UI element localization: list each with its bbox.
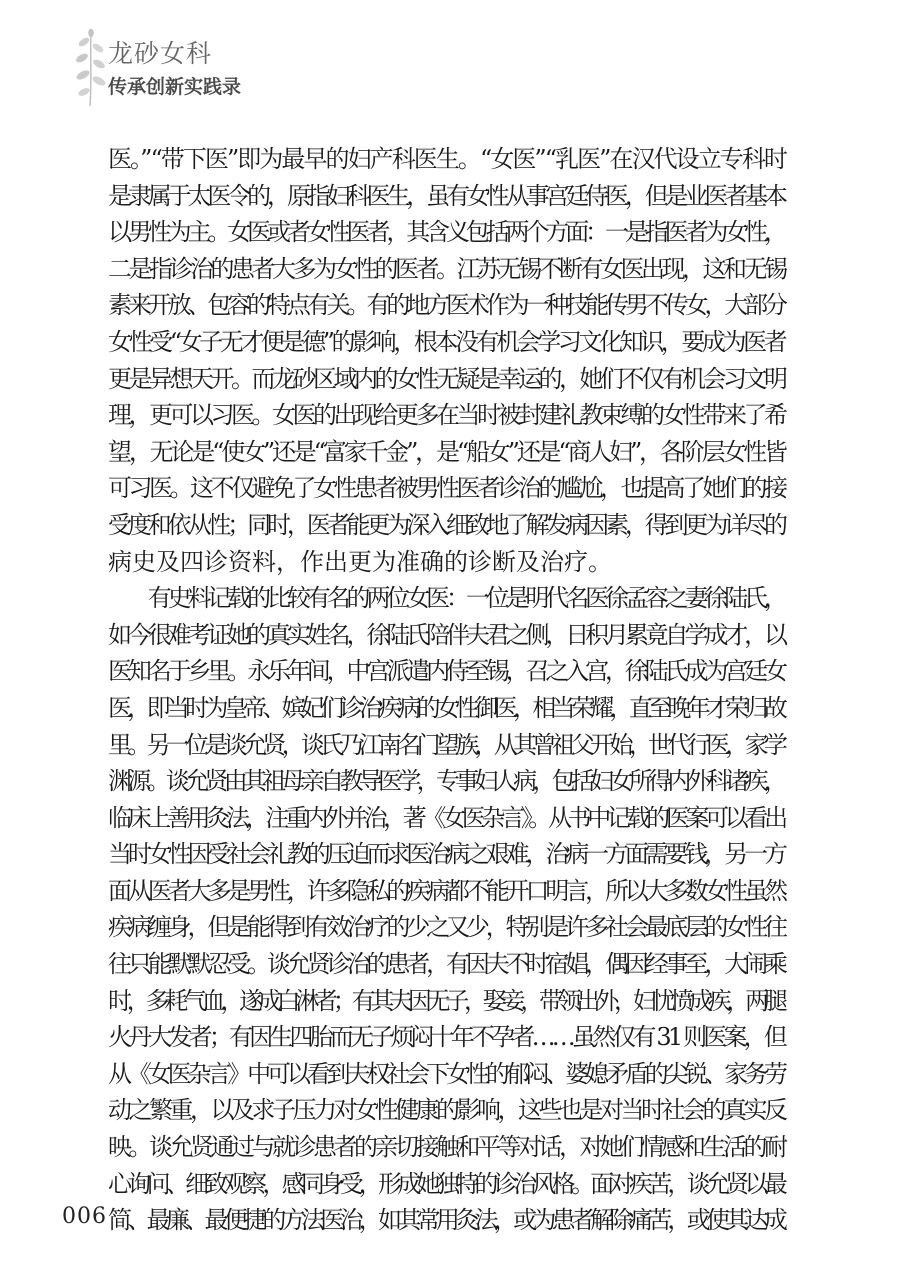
text-line: 面从医者大多是男性，许多隐私的疾病都不能开口明言，所以大多数女性虽然 <box>108 876 784 905</box>
text-line: 医，即当时为皇帝、嫔妃们诊治疾病的女性御医，相当荣耀，直至晚年才荣归故 <box>108 693 784 722</box>
page-number: 006 <box>62 1204 107 1229</box>
text-line: 当时女性因受社会礼教的压迫而求医治病之艰难，治病一方面需要钱，另一方 <box>108 840 784 869</box>
text-line: 可习医。这不仅避免了女性患者被男性医者诊治的尴尬，也提高了她们的接 <box>108 474 785 503</box>
text-line: 女性受“女子无才便是德”的影响，根本没有机会学习文化知识，要成为医者 <box>108 327 785 356</box>
text-line: 渊源。谈允贤由其祖母亲自教导医学，专事妇人病，包括妇女所得内外科诸疾， <box>108 767 784 796</box>
text-line: 简、最廉、最便捷的方法医治，如其常用灸法，或为患者解除痛苦，或使其达成 <box>108 1206 784 1235</box>
text-line: 有史料记载的比较有名的两位女医：一位是明代名医徐孟容之妻徐陆氏， <box>108 584 784 613</box>
leaf-branch-icon <box>70 28 112 108</box>
text-line: 望，无论是“使女”还是“富家千金”，是“船女”还是“商人妇”，各阶层女性皆 <box>108 437 785 466</box>
text-line: 如今很难考证她的真实姓名，徐陆氏陪伴夫君之侧，日积月累竟自学成才，以 <box>108 620 784 649</box>
text-line: 火丹大发者；有因生四胎而无子烦闷十年不孕者……虽然仅有 31 则医案，但 <box>108 1023 784 1052</box>
text-line: 是隶属于太医令的，原指妇科医生，虽有女性从事宫廷侍医，但是业医者基本 <box>108 181 784 210</box>
text-line: 从《女医杂言》中可以看到夫权社会下女性的郁闷、婆媳矛盾的尖锐、家务劳 <box>108 1059 784 1088</box>
text-line: 映。谈允贤通过与就诊患者的亲切接触和平等对话，对她们情感和生活的耐 <box>108 1133 785 1162</box>
text-line: 临床上善用灸法，注重内外并治，著《女医杂言》。从书中记载的医案可以看出 <box>108 803 784 832</box>
running-header <box>70 28 470 108</box>
paragraph-2 <box>108 580 788 1239</box>
text-line: 理，更可以习医。女医的出现给更多在当时被封建礼教束缚的女性带来了希 <box>108 401 785 430</box>
text-line: 时，多耗气血，遂成白淋者；有其夫因无子，娶妾，带领出外，妇忧愤成疾，两腿 <box>108 986 783 1015</box>
body-text <box>108 141 788 1239</box>
text-line: 里。另一位是谈允贤，谈氏乃江南名门望族，从其曾祖父开始，世代行医，家学 <box>108 730 784 759</box>
paragraph-1 <box>108 141 788 580</box>
text-line: 疾病缠身，但是能得到有效治疗的少之又少，特别是许多社会最底层的女性往 <box>108 913 784 942</box>
text-line: 以男性为主。女医或者女性医者，其含义包括两个方面：一是指医者为女性， <box>108 218 784 247</box>
text-line: 心询问、细致观察，感同身受，形成她独特的诊治风格。面对疾苦，谈允贤以最 <box>108 1169 784 1198</box>
text-line: 医。”“带下医”即为最早的妇产科医生。“女医”“乳医”在汉代设立专科时 <box>108 145 786 173</box>
text-line: 二是指诊治的患者大多为女性的医者。江苏无锡不断有女医出现，这和无锡 <box>108 254 785 283</box>
book-title: 龙砂女科 <box>108 39 213 68</box>
text-line: 受度和依从性；同时，医者能更为深入细致地了解发病因素，得到更为详尽的 <box>108 510 784 539</box>
text-line: 往只能默默忍受。谈允贤诊治的患者，有因夫不时宿娼，偶因经事至，大闹乘 <box>108 950 784 979</box>
text-line: 医知名于乡里。永乐年间，中宫派遣内侍至锡，召之入宫，徐陆氏成为宫廷女 <box>108 657 784 686</box>
text-line: 病史及四诊资料，作出更为准确的诊断及治疗。 <box>108 547 612 576</box>
book-subtitle: 传承创新实践录 <box>108 76 242 98</box>
text-line: 动之繁重，以及求子压力对女性健康的影响，这些也是对当时社会的真实反 <box>108 1096 785 1125</box>
text-line: 更是异想天开。而龙砂区域内的女性无疑是幸运的，她们不仅有机会习文明 <box>108 364 785 393</box>
text-line: 素来开放、包容的特点有关。有的地方医术作为一种技能传男不传女，大部分 <box>108 291 784 320</box>
